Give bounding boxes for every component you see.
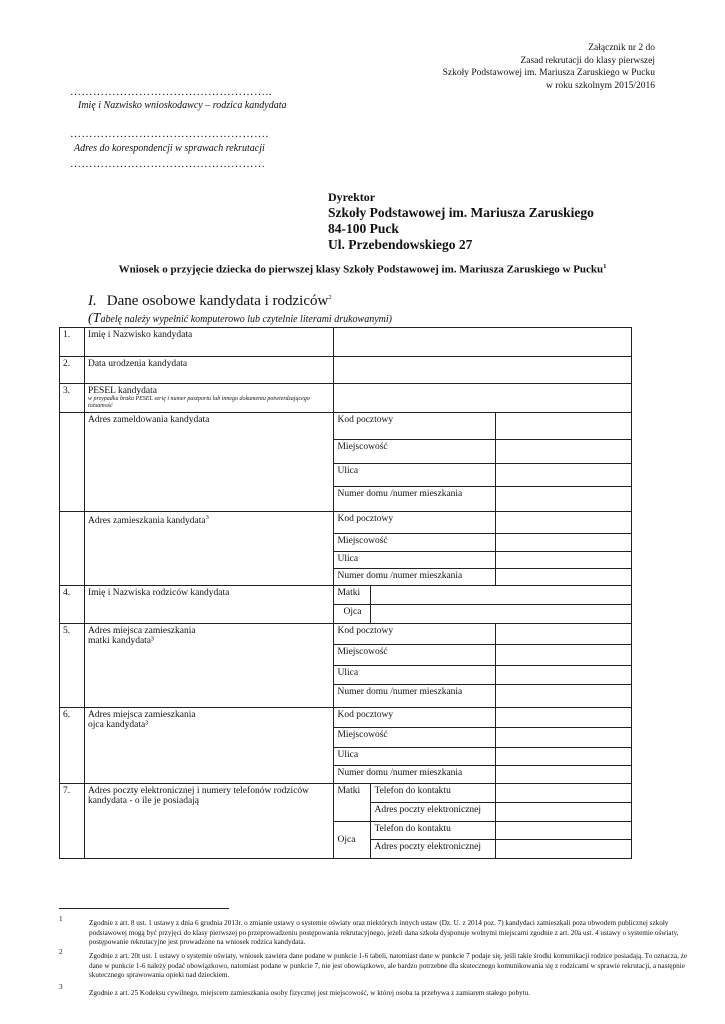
table-row <box>60 512 632 534</box>
applicant-address-line[interactable]: ……………………………………………. <box>70 128 269 140</box>
section-title: Dane osobowe kandydata i rodziców <box>106 293 329 309</box>
applicant-name-caption: Imię i Nazwisko wnioskodawcy – rodzica kandydata <box>78 100 287 111</box>
reg-house-input[interactable] <box>496 487 632 512</box>
subfield-label: Miejscowość <box>334 534 496 552</box>
school-name: Szkoły Podstawowej im. Mariusza Zaruskiego <box>328 205 594 220</box>
table-row <box>60 624 632 645</box>
candidate-name-input[interactable] <box>334 328 632 357</box>
applicant-address-line-2[interactable]: …………………………………………… <box>70 158 266 170</box>
reg-street-input[interactable] <box>496 464 632 487</box>
field-label: Adres miejsca zamieszkania matki kandydata³ <box>84 624 334 708</box>
pesel-input[interactable] <box>334 384 632 413</box>
mother-postcode-input[interactable] <box>496 624 632 645</box>
subfield-label: Numer domu /numer mieszkania <box>334 569 496 586</box>
mother-email-input[interactable] <box>496 803 632 822</box>
mother-name-input[interactable] <box>371 586 632 605</box>
row-number: 4. <box>60 586 85 624</box>
father-house-input[interactable] <box>496 766 632 784</box>
form-title: Wniosek o przyjęcie dziecka do pierwszej klasy Szkoły Podstawowej im. Mariusza Zaruskiego w Pucku$^1$ <box>118 263 607 276</box>
footnote-text: Zgodnie z art. 20t ust. 1 ustawy o systemie oświaty, wniosek zawiera dane podane w punkcie 1-6 tabeli, natomiast dane w punkcie 7 podaje się, jeśli takie środki komunikacji rodzice posiadają. To oznacza, że dane w punkcie 1-6 należy podać obowiązkowo, natomiast podane w punkcie 7, nie jest obowiązkowe, ale bardzo potrzebne dla skutecznego komunikowania się z rodzicami w sprawie rekrutacji, a następnie skutecznego sprawowania opieki nad dzieckiem. <box>89 952 688 979</box>
field-label: PESEL kandydata w przypadku braku PESEL serię i numer paszportu lub innego dokumentu potwierdzającego tożsamość <box>84 384 334 413</box>
birth-date-input[interactable] <box>334 357 632 384</box>
father-street-input[interactable] <box>496 748 632 766</box>
table-row <box>60 413 632 440</box>
reg-city-input[interactable] <box>496 440 632 464</box>
field-label: Adres zamieszkania kandydata$^3$ <box>84 512 334 586</box>
attachment-line: w roku szkolnym 2015/2016 <box>546 80 655 91</box>
field-label: Adres zameldowania kandydata <box>84 413 334 512</box>
mother-city-input[interactable] <box>496 645 632 666</box>
subfield-label: Numer domu /numer mieszkania <box>334 487 496 512</box>
candidate-data-table <box>59 327 632 859</box>
footnote-separator <box>59 908 229 909</box>
row-number: 2. <box>60 357 85 384</box>
field-label: Imię i Nazwiska rodziców kandydata <box>84 586 334 624</box>
subfield-label: Ulica <box>334 552 496 569</box>
row-number: 5. <box>60 624 85 708</box>
subfield-label: Matki <box>334 586 371 605</box>
attachment-line: Załącznik nr 2 do <box>588 43 655 53</box>
subfield-label: Kod pocztowy <box>334 413 496 440</box>
footnote-mark: 2 <box>59 948 63 956</box>
attachment-header <box>443 42 655 92</box>
subfield-label: Telefon do kontaktu <box>371 784 496 803</box>
subfield-label: Kod pocztowy <box>334 708 496 728</box>
row-number-empty <box>60 413 85 512</box>
table-row <box>60 357 632 384</box>
footnote-text: Zgodnie z art. 25 Kodeksu cywilnego, miejscem zamieszkania osoby fizycznej jest miejscowość, w której osoba ta przebywa z zamiarem stałego pobytu. <box>89 989 531 997</box>
father-postcode-input[interactable] <box>496 708 632 728</box>
table-row <box>60 328 632 357</box>
director-title: Dyrektor <box>328 190 376 204</box>
table-row <box>60 586 632 605</box>
footnote <box>59 948 699 988</box>
section-heading <box>88 293 332 310</box>
mother-house-input[interactable] <box>496 685 632 708</box>
subfield-label: Numer domu /numer mieszkania <box>334 685 496 708</box>
res-street-input[interactable] <box>496 552 632 569</box>
field-label: Adres poczty elektronicznej i numery telefonów rodziców kandydata - o ile je posiadają <box>84 784 334 859</box>
director-address <box>328 189 594 253</box>
attachment-line: Zasad rekrutacji do klasy pierwszej <box>520 55 655 66</box>
section-number: I. <box>88 293 97 309</box>
table-row <box>60 784 632 803</box>
subfield-label: Ulica <box>334 666 496 685</box>
subfield-label: Ulica <box>334 748 496 766</box>
subfield-label: Adres poczty elektronicznej <box>371 803 496 822</box>
school-postcode: 84-100 Puck <box>328 221 399 236</box>
field-label: Adres miejsca zamieszkania ojca kandydata³ <box>84 708 334 784</box>
footnote <box>59 983 699 1003</box>
subfield-label: Matki <box>334 784 371 822</box>
applicant-name-line[interactable]: …………………………………………….. <box>70 86 272 98</box>
father-name-input[interactable] <box>371 605 632 624</box>
father-city-input[interactable] <box>496 728 632 748</box>
father-phone-input[interactable] <box>496 822 632 840</box>
footnote-mark: 3 <box>59 983 63 991</box>
table-row <box>60 384 632 413</box>
row-number: 6. <box>60 708 85 784</box>
attachment-line: Szkoły Podstawowej im. Mariusza Zaruskiego w Pucku <box>442 68 655 78</box>
footnote-ref: 2 <box>328 294 332 301</box>
subfield-label: Miejscowość <box>334 440 496 464</box>
subfield-label: Numer domu /numer mieszkania <box>334 766 496 784</box>
mother-phone-input[interactable] <box>496 784 632 803</box>
subfield-label: Telefon do kontaktu <box>371 822 496 840</box>
subfield-label: Ojca <box>334 605 371 624</box>
subfield-label: Kod pocztowy <box>334 512 496 534</box>
table-row <box>60 708 632 728</box>
footnote-mark: 1 <box>59 915 63 923</box>
footnote-ref: 1 <box>603 263 607 270</box>
applicant-address-caption: Adres do korespondencji w sprawach rekrutacji <box>74 143 265 154</box>
row-number: 7. <box>60 784 85 859</box>
field-label: Data urodzenia kandydata <box>84 357 334 384</box>
res-city-input[interactable] <box>496 534 632 552</box>
school-street: Ul. Przebendowskiego 27 <box>328 237 473 252</box>
reg-postcode-input[interactable] <box>496 413 632 440</box>
field-hint: w przypadku braku PESEL serię i numer paszportu lub innego dokumentu potwierdzającego tożsamość <box>87 396 310 409</box>
subfield-label: Ojca <box>334 822 371 859</box>
res-postcode-input[interactable] <box>496 512 632 534</box>
footnote-text: Zgodnie z art. 8 ust. 1 ustawy z dnia 6 grudnia 2013r. o zmianie ustawy o systemie oświaty oraz niektórych innych ustaw (Dz. U. z 2014 poz. 7) kandydaci zamieszkali poza obwodem publicznej szkoły podstawowej mogą być przyjęci do klasy pierwszej po przeprowadzeniu postępowania rekrutacyjnego, jeżeli dana szkoła dysponuje wolnymi miejscami zgodnie z art. 20a ust. 4 ustawy o systemie oświaty, postępowanie rekrutacyjne jest prowadzone na wniosek rodzica kandydata. <box>89 919 679 946</box>
mother-street-input[interactable] <box>496 666 632 685</box>
subfield-label: Miejscowość <box>334 728 496 748</box>
subfield-label: Miejscowość <box>334 645 496 666</box>
row-number: 3. <box>60 384 85 413</box>
field-label: Imię i Nazwisko kandydata <box>84 328 334 357</box>
row-number-empty <box>60 512 85 586</box>
father-email-input[interactable] <box>496 840 632 859</box>
subfield-label: Adres poczty elektronicznej <box>371 840 496 859</box>
subfield-label: Ulica <box>334 464 496 487</box>
row-number: 1. <box>60 328 85 357</box>
subfield-label: Kod pocztowy <box>334 624 496 645</box>
res-house-input[interactable] <box>496 569 632 586</box>
fill-instruction: (Tabelę należy wypełnić komputerowo lub czytelnie literami drukowanymi) <box>88 311 392 326</box>
